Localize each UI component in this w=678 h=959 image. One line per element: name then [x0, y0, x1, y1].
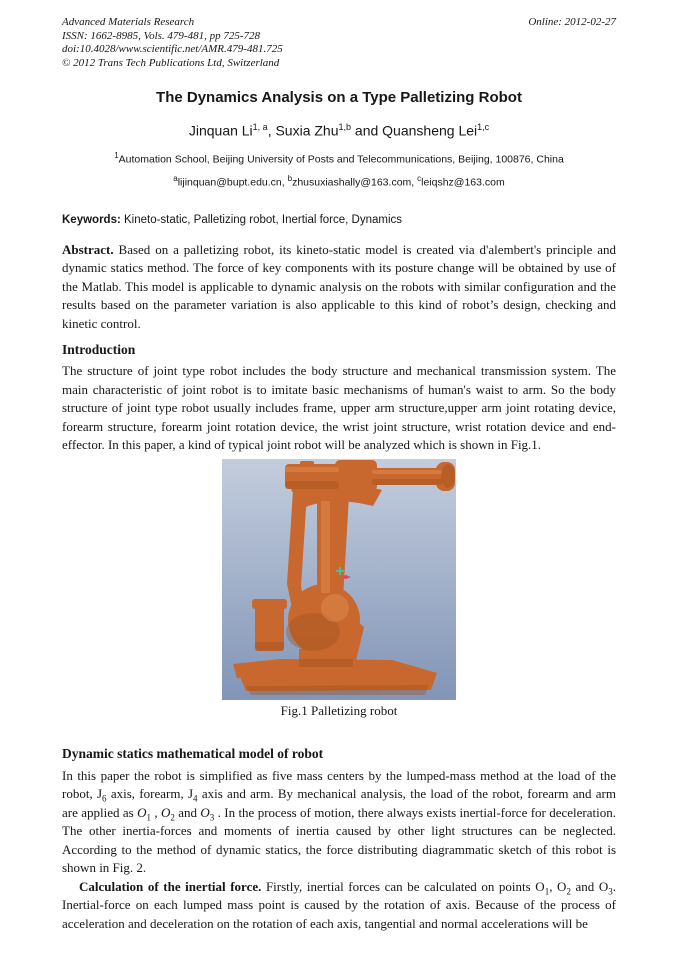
email-address: lijinquan@bupt.edu.cn,	[177, 176, 288, 189]
subscript: 2	[170, 812, 175, 823]
subscript: 4	[193, 793, 198, 804]
email-mark: a	[173, 174, 178, 184]
paper-title: The Dynamics Analysis on a Type Palletizing Robot	[156, 89, 522, 106]
body-text: Firstly, inertial forces can be calculated on points O	[261, 878, 545, 894]
email-mark: c	[417, 174, 422, 184]
journal-name: Advanced Materials Research	[62, 16, 195, 28]
subscript: 6	[102, 793, 107, 804]
affiliation-text: Automation School, Beijing University of Posts and Telecommunications, Beijing, 100876, China	[118, 153, 564, 166]
subscript: 3	[608, 886, 613, 897]
body-text: and	[174, 804, 201, 820]
abstract-paragraph	[62, 241, 616, 334]
math-symbol: O	[137, 804, 147, 820]
palletizing-robot-image	[222, 459, 456, 700]
section-heading-introduction: Introduction	[62, 342, 136, 358]
introduction-paragraph: The structure of joint type robot includes the body structure and mechanical transmission system. The main characteristic of joint robot is to imitate basic mechanisms of human's waist to arm. So the body structure of joint type robot usually includes frame, upper arm structure,upper arm joint rotating device, forearm structure, forearm joint rotation device, the wrist joint structure, wrist rotation device and end-effector. In this paper, a kind of typical joint robot will be analyzed which is shown in Fig.1.	[62, 363, 616, 453]
author-separator: and	[351, 122, 383, 139]
author-name: Suxia Zhu	[275, 122, 339, 139]
figure1-caption: Fig.1 Palletizing robot	[280, 702, 398, 718]
keywords-line	[62, 212, 616, 228]
authors-line	[62, 118, 616, 141]
calculation-paragraph	[62, 878, 616, 934]
body-text: axis and arm. By mechanical analysis, the load of the robot, forearm and arm are applied as	[62, 786, 617, 820]
body-text: . In the process of motion, there always exists inertial-force for deceleration. The other inertia-forces and moments of inertia caused by other light structures can be neglected. According to the method of dynamic statics, the force distributing diagrammatic sketch of this robot is shown in Fig. 2.	[62, 804, 617, 876]
math-symbol: O	[200, 804, 210, 820]
author-affil-mark: 1, a	[252, 122, 268, 132]
run-in-heading: Calculation of the inertial force.	[79, 878, 262, 894]
abstract-label: Abstract.	[62, 241, 114, 257]
email-address: leiqshz@163.com	[421, 176, 505, 189]
body-text: In this paper the robot is simplified as five mass centers by the lumped-mass method at the load of the robot, J	[62, 767, 616, 802]
journal-header	[62, 16, 616, 70]
subscript: 2	[566, 886, 571, 897]
journal-info	[62, 16, 283, 70]
keywords-text: Kineto-static, Palletizing robot, Inertial force, Dynamics	[120, 213, 403, 226]
keywords-label: Keywords:	[62, 213, 121, 226]
author-affil-mark: 1,b	[338, 122, 352, 132]
subscript: 3	[209, 812, 215, 823]
email-mark: b	[287, 174, 293, 184]
author-separator: ,	[267, 122, 276, 139]
figure1	[222, 459, 456, 700]
affiliation-mark: 1	[114, 150, 119, 160]
abstract-text: Based on a palletizing robot, its kineto-static model is created via d'alembert's principle and dynamic statics method. The force of key components with its posture change will be obtained by use of the Matlab. This model is applicable to dynamic analysis on the robots with similar configuration and the results based on the parameter variation is also applicable to this kind of robot’s design, checking and kinetic control.	[62, 241, 616, 331]
body-text: axis, forearm, J	[106, 786, 194, 802]
body-text: and O	[570, 878, 609, 894]
copyright-line: © 2012 Trans Tech Publications Ltd, Switzerland	[62, 56, 280, 69]
author-name: Jinquan Li	[188, 122, 253, 139]
email-address: zhusuxiashally@163.com,	[292, 176, 418, 189]
model-paragraph	[62, 767, 616, 878]
subscript: 1	[544, 886, 550, 897]
online-date: Online: 2012-02-27	[528, 16, 616, 28]
body-text: , O	[549, 878, 567, 894]
author-name: Quansheng Lei	[382, 122, 478, 139]
body-text: . Inertial-force on each lumped mass point is caused by the rotation of axis. Because of the process of acceleration and deceleration on the rotation of each axis, tangential and normal accelerations will be	[62, 878, 617, 931]
issn-line: ISSN: 1662-8985, Vols. 479-481, pp 725-728	[62, 29, 260, 42]
section-heading-model: Dynamic statics mathematical model of robot	[62, 745, 324, 761]
math-symbol: O	[160, 804, 171, 820]
author-affil-mark: 1,c	[477, 122, 490, 132]
affiliation-line	[62, 148, 616, 168]
body-text: ,	[150, 804, 161, 820]
emails-line	[62, 171, 616, 191]
doi-line: doi:10.4028/www.scientific.net/AMR.479-481.725	[62, 43, 283, 55]
subscript: 1	[146, 812, 151, 823]
